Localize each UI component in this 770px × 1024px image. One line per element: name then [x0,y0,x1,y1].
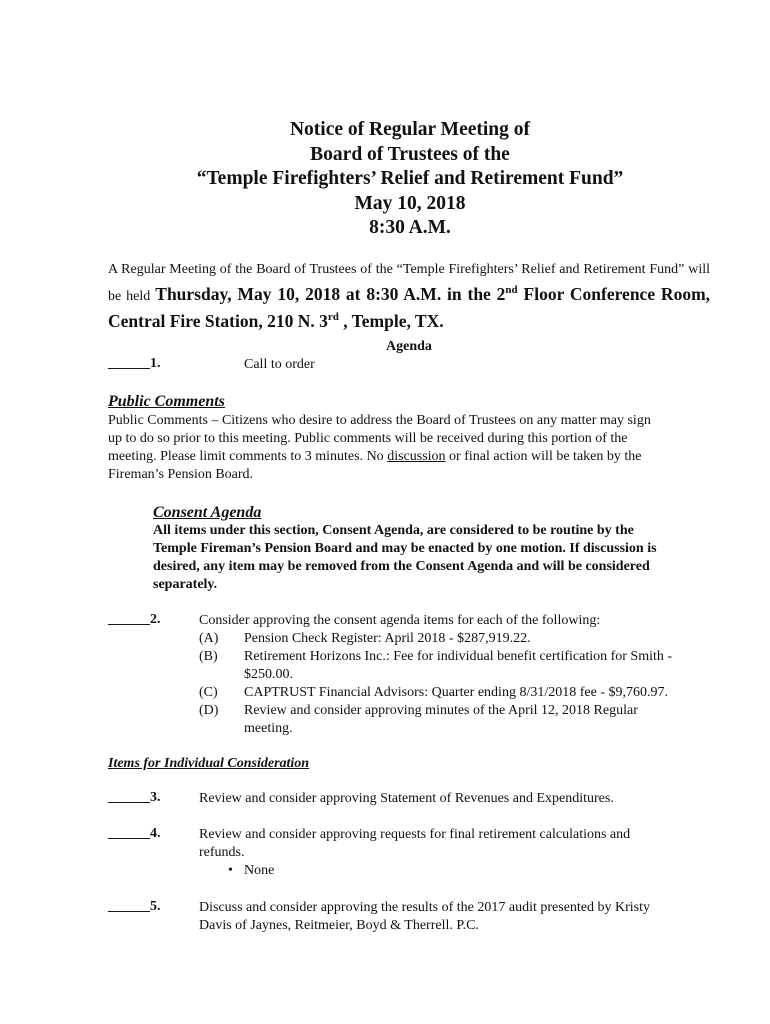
title-line-1: Notice of Regular Meeting of [289,119,531,140]
item-5-line: Discuss and consider approving the results of the 2017 audit presented by Kristy [199,900,651,915]
public-comments-heading: Public Comments [108,393,225,410]
subitem-code: (A) [199,631,219,646]
item-1-number: ______1. [108,356,161,371]
item-4-line: Review and consider approving requests for final retirement calculations and [199,827,631,842]
subitem-line: Retirement Horizons Inc.: Fee for individual benefit certification for Smith - [244,649,673,664]
title-line-3: “Temple Firefighters’ Relief and Retirement Fund” [196,168,624,189]
public-comments-line: up to do so prior to this meeting. Public comments will be received during this portion of the [108,431,628,446]
item-4-line: refunds. [199,845,245,860]
title-line-2: Board of Trustees of the [310,143,510,165]
ordinal-nd: nd [505,284,518,296]
announcement-date-place [108,284,710,331]
public-comments-body [108,412,728,484]
consent-line: separately. [153,577,218,592]
announcement-location: Floor Conference Room, Central Fire Station, 210 N. 3 [108,283,711,331]
item-4-text [199,826,719,862]
individual-consideration-heading: Items for Individual Consideration [108,756,310,771]
title-date: May 10, 2018 [354,192,466,214]
item-2-number: ______2. [108,612,161,627]
consent-line: All items under this section, Consent Agenda, are considered to be routine by the [153,523,634,538]
item-5-line: Davis of Jaynes, Reitmeier, Boyd & Therrell. P.C. [199,918,479,933]
consent-line: desired, any item may be removed from the Consent Agenda and will be considered [153,559,650,574]
subitem-line: meeting. [244,721,293,736]
ordinal-rd: rd [327,310,339,323]
agenda-label: Agenda [386,339,432,354]
public-comments-line [108,448,728,466]
subitem-code: (B) [199,649,218,664]
meeting-title [0,118,770,241]
subitem-line: Review and consider approving minutes of the April 12, 2018 Regular [244,703,638,718]
item-1-text: Call to order [244,357,315,372]
item-5-number: ______5. [108,899,161,914]
item-4-bullet-text: None [244,863,275,878]
subitem-desc [244,702,714,738]
consent-agenda-body [153,522,723,594]
meeting-announcement [108,260,710,334]
consent-line: Temple Fireman’s Pension Board and may be enacted by one motion. If discussion is [153,541,657,556]
item-5-text [199,899,719,935]
item-3-number: ______3. [108,790,161,805]
subitem-line: $250.00. [244,667,293,682]
item-2-text: Consider approving the consent agenda items for each of the following: [199,613,601,628]
subitem-desc: CAPTRUST Financial Advisors: Quarter ending 8/31/2018 fee - $9,760.97. [244,685,668,700]
item-4-number: ______4. [108,826,161,841]
consent-agenda-heading: Consent Agenda [153,504,262,521]
title-time: 8:30 A.M. [369,217,451,238]
item-3-text: Review and consider approving Statement of Revenues and Expenditures. [199,791,614,806]
bullet-icon: • [228,863,233,878]
public-comments-line: Fireman’s Pension Board. [108,467,254,482]
public-comments-text: meeting. Please limit comments to 3 minutes. No [108,449,388,464]
discussion-underlined: discussion [387,449,446,464]
subitem-desc [244,648,714,684]
public-comments-line: Public Comments – Citizens who desire to address the Board of Trustees on any matter may sign [108,413,651,428]
subitem-code: (C) [199,685,218,700]
announcement-datetime: Thursday, May 10, 2018 at 8:30 A.M. in the 2 [155,283,506,304]
subitem-code: (D) [199,703,219,718]
subitem-desc: Pension Check Register: April 2018 - $287,919.22. [244,631,531,646]
public-comments-text: or final action will be taken by the [445,449,642,464]
announcement-lead: A Regular Meeting of the Board of Trustees of the “Temple Firefighters’ Relief and Retirement Fund” will be held [108,262,710,304]
announcement-city: , Temple, TX. [343,310,444,331]
